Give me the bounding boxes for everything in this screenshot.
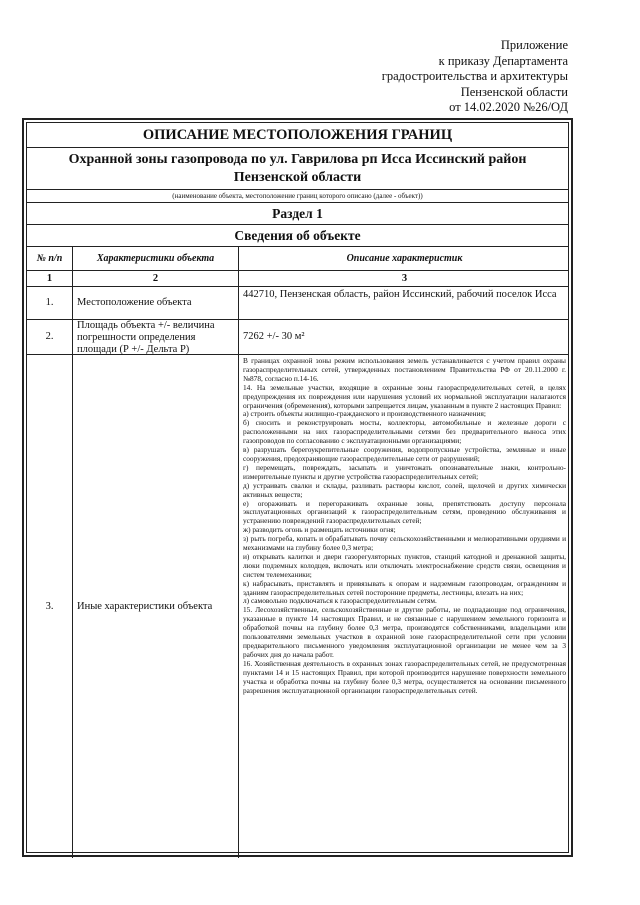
description-paragraph: 15. Лесохозяйственные, сельскохозяйственные и другие работы, не подпадающие под ограничения, указанные в пункте 14 настоящих Правил, и не связанные с нарушением земельного горизонта и обработкой почвы на глубину более 0,3 метра, производятся собственниками, владельцами или пользователями земельных участков в охранной зоне газораспределительной сети при условии предварительного письменного уведомления эксплуатационной организации не менее чем за 3 рабочих дня до начала работ. (243, 605, 566, 659)
annex-line: Приложение (500, 38, 568, 52)
row-value: 442710, Пензенская область, район Иссинский, рабочий поселок Исса (243, 289, 557, 300)
object-note: (наименование объекта, местоположение границ которого описано (далее - объект)) (27, 190, 568, 203)
row-description (239, 357, 570, 857)
section-subtitle: Сведения об объекте (27, 225, 568, 247)
annex-line: Пензенской области (460, 84, 568, 99)
row-number: 2. (45, 331, 54, 342)
object-name-line1: Охранной зоны газопровода по ул. Гаврилова рп Исса Иссинский район (68, 152, 527, 167)
description-paragraph: д) устраивать свалки и склады, разливать растворы кислот, солей, щелочей и других химически активных веществ; (243, 480, 566, 499)
description-paragraph: 16. Хозяйственная деятельность в охранных зонах газораспределительных сетей, не предусмотренная пунктами 14 и 15 настоящих Правил, при которой производится нарушение поверхности земельного участка и обработка почвы на глубину более 0,3 метра, осуществляется на основании письменного разрешения эксплуатационной организации газораспределительных сетей. (243, 658, 566, 695)
document-inner (26, 122, 569, 853)
description-paragraph: 14. На земельные участки, входящие в охранные зоны газораспределительных сетей, в целях предупреждения их повреждения или нарушения условий их нормальной эксплуатации налагаются ограничения (обременения), которыми запрещается лицам, указанным в пункте 2 настоящих Правил: (243, 382, 566, 410)
description-paragraph: В границах охранной зоны режим использования земель устанавливается с учетом правил охраны газораспределительных сетей, утвержденных постановлением Правительства РФ от 20.11.2000 г. №878, согласно п.14-16. (243, 357, 566, 383)
row-label: Иные характеристики объекта (77, 601, 213, 612)
header-characteristic: Характеристики объекта (96, 253, 215, 264)
annex-line: к приказу Департамента (438, 53, 568, 68)
description-paragraph: е) огораживать и перегораживать охранные зоны, препятствовать доступу персонала эксплуатационных организаций к газораспределительным сетям, проведению обслуживания и устранению повреждений газораспределительных сетей; (243, 498, 566, 526)
object-name-line2: Пензенской области (233, 170, 362, 185)
document-title: ОПИСАНИЕ МЕСТОПОЛОЖЕНИЯ ГРАНИЦ (27, 123, 568, 148)
header-number: № п/п (36, 253, 63, 264)
row-label: Площадь объекта +/- величина погрешности определения площади (Р +/- Дельта Р) (77, 320, 215, 354)
row-value: 7262 +/- 30 м² (243, 331, 305, 342)
description-paragraph: з) рыть погреба, копать и обрабатывать почву сельскохозяйственными и мелиоративными орудиями и механизмами на глубину более 0,3 метра; (243, 534, 566, 553)
object-name (27, 148, 568, 190)
description-paragraph: в) разрушать берегоукрепительные сооружения, водопропускные устройства, земляные и иные сооружения, предохраняющие газораспределительные сети от разрушений; (243, 445, 566, 463)
col-number-2: 2 (152, 273, 159, 284)
header-description: Описание характеристик (346, 253, 463, 264)
description-paragraph: и) открывать калитки и двери газорегуляторных пунктов, станций катодной и дренажной защиты, люки подземных колодцев, включать или отключать электроснабжение средств связи, освещения и систем телемеханики; (243, 551, 566, 579)
annex-block (382, 38, 568, 116)
annex-line: градостроительства и архитектуры (381, 69, 568, 83)
description-paragraph: а) строить объекты жилищно-гражданского и производственного назначения; (243, 409, 486, 419)
section-title: Раздел 1 (27, 203, 568, 225)
description-paragraph: б) сносить и реконструировать мосты, коллекторы, автомобильные и железные дороги с расположенными на них газораспределительными сетями без предварительного выноса этих газопроводов по согласованию с эксплуатационными организациями; (243, 418, 566, 446)
row-number: 1. (45, 297, 54, 308)
row-label-text: Местоположение объекта (77, 297, 192, 308)
row-number: 3. (45, 601, 54, 612)
col-number-1: 1 (46, 273, 53, 284)
row-label (73, 287, 238, 319)
document-frame (22, 118, 573, 857)
col-number-3: 3 (401, 273, 408, 284)
description-paragraph: к) набрасывать, приставлять и привязывать к опорам и надземным газопроводам, ограждениям и зданиям газораспределительных сетей посторонние предметы, лестницы, влезать на них; (243, 578, 566, 597)
annex-line: от 14.02.2020 №26/ОД (449, 100, 568, 114)
description-paragraph: ж) разводить огонь и размещать источники огня; (243, 525, 396, 535)
description-paragraph: л) самовольно подключаться к газораспределительным сетям. (243, 596, 437, 606)
description-paragraph: г) перемещать, повреждать, засыпать и уничтожать опознавательные знаки, контрольно-измерительные пункты и другие устройства газораспределительных сетей; (243, 462, 566, 481)
